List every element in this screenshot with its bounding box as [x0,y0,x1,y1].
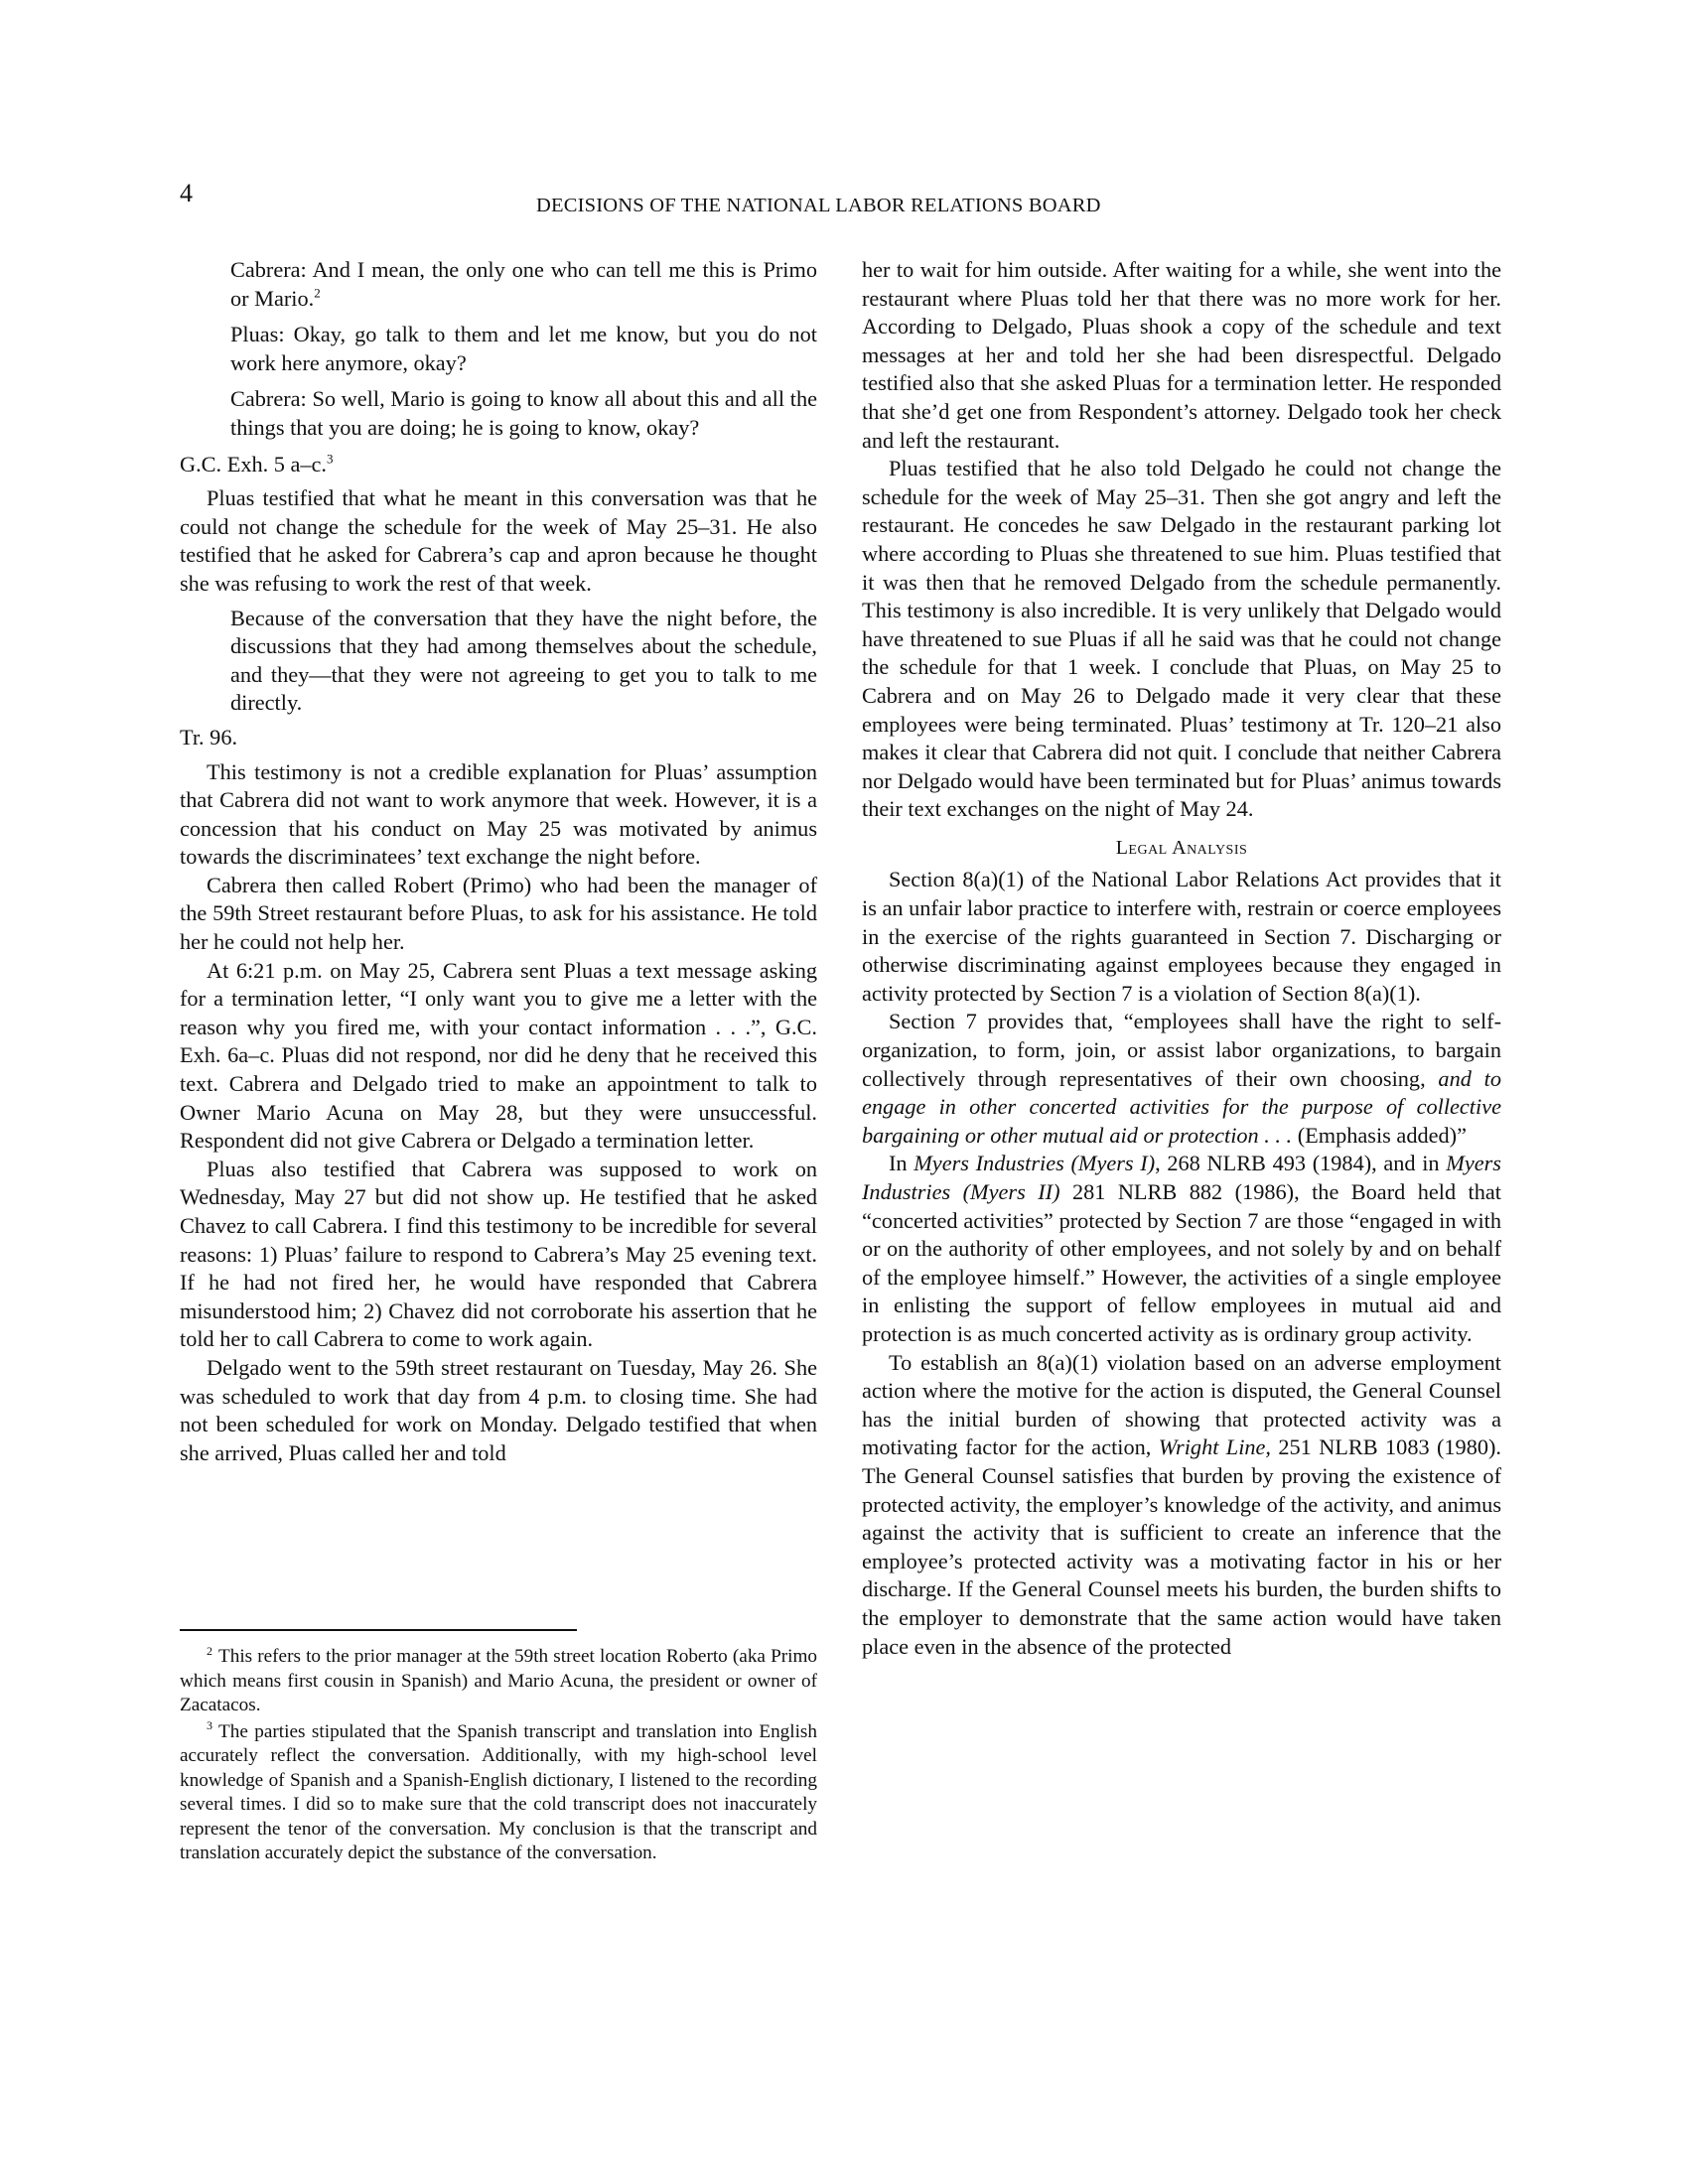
footnote-text: The parties stipulated that the Spanish transcript and translation into English accurately reflect the conversation. Additionally, with my high-school level knowledge of Spanish and a Spanish-English dictionary, I listened to the recording several times. I did so to make sure that the cold transcript does not inaccurately represent the tenor of the conversation. My conclusion is that the transcript and translation accurately depict the substance of the conversation. [180,1720,817,1863]
page-number: 4 [180,179,193,207]
footnote-ref[interactable]: 2 [314,285,321,301]
body-paragraph: Pluas testified that he also told Delgado he could not change the schedule for the week of May 25–31. Then she got angry and left the restaurant. He concedes he saw Delgado in the restaurant parking lot where according to Pluas she threatened to sue him. Pluas testified that it was then that he removed Delgado from the schedule permanently. This testimony is also incredible. It is very unlikely that Delgado would have threatened to sue Pluas if all he said was that he could not change the schedule for that 1 week. I conclude that Pluas, on May 25 to Cabrera and on May 26 to Delgado made it very clear that these employees were being terminated. Pluas’ testimony at Tr. 120–21 also makes it clear that Cabrera did not quit. I conclude that neither Cabrera nor Delgado would have been terminated but for Pluas’ animus towards their text exchanges on the night of May 24. [862,456,1501,822]
body-paragraph [862,1150,1501,1348]
case-name: Myers Industries (Myers I) [914,1151,1156,1176]
body-paragraph: Section 8(a)(1) of the National Labor Relations Act provides that it is an unfair labor practice to interfere with, restrain or coerce employees in the exercise of the rights guaranteed in Section 7. Discharging or otherwise discriminating against employees because they engaged in activity protected by Section 7 is a violation of Section 8(a)(1). [862,867,1501,1006]
footnote-ref[interactable]: 3 [327,451,334,467]
footnote-number: 3 [207,1718,212,1733]
paragraph-text: 251 NLRB 1083 (1980). The General Counsel satisfies that burden by proving the existence of protected activity, the employer’s knowledge of the activity, and animus against the activity that is sufficient to create an inference that the employee’s protected activity was a motivating factor in his or her discharge. If the General Counsel meets his burden, the burden shifts to the employer to demonstrate that the same action would have taken place even in the absence of the protected [862,1434,1501,1659]
left-column [180,256,817,1467]
case-name: Myers Industries (Myers II) [862,1151,1501,1204]
body-paragraph: At 6:21 p.m. on May 25, Cabrera sent Pluas a text message asking for a termination letter, “I only want you to give me a letter with the reason why you fired me, with your contact information . . .”, G.C. Exh. 6a–c. Pluas did not respond, nor did he deny that he received this text. Cabrera and Delgado tried to make an appointment to talk to Owner Mario Acuna on May 28, but they were unsuccessful. Respondent did not give Cabrera or Delgado a termination letter. [180,957,817,1154]
footnote [180,1720,817,1866]
paragraph-text: In [889,1151,914,1176]
section-heading: Legal Analysis [1115,836,1248,859]
citation-text: G.C. Exh. 5 a–c. [180,451,327,477]
paragraph-text: Section 7 provides that, “employees shall have the right to self-organization, to form, join, or assist labor organizations, to bargain collectively through representatives of their own choosing, [862,1009,1501,1091]
body-paragraph [862,1008,1501,1150]
body-paragraph: Delgado went to the 59th street restaurant on Tuesday, May 26. She was scheduled to work that day from 4 p.m. to closing time. She had not been scheduled for work on Monday. Delgado testified that when she arrived, Pluas called her and told [180,1354,817,1465]
footnote [180,1645,817,1718]
case-name: Wright Line, [1158,1434,1272,1460]
paragraph-text: 281 NLRB 882 (1986), the Board held that “concerted activities” protected by Section 7 are those “engaged in with or on the authority of other employees, and not solely by and on behalf of the employee himself.” However, the activities of a single employee in enlisting the support of fellow employees in mutual aid and protection is as much concerted activity as is ordinary group activity. [862,1179,1501,1346]
citation: Tr. 96. [180,724,238,750]
body-paragraph: Pluas also testified that Cabrera was supposed to work on Wednesday, May 27 but did not show up. He testified that he asked Chavez to call Cabrera. I find this testimony to be incredible for several reasons: 1) Pluas’ failure to respond to Cabrera’s May 25 evening text. If he had not fired her, he would have responded that Cabrera misunderstood him; 2) Chavez did not corroborate his assertion that he told her to call Cabrera to come to work again. [180,1156,817,1352]
citation [180,451,817,479]
running-head: DECISIONS OF THE NATIONAL LABOR RELATIONS BOARD [536,195,1101,216]
body-paragraph: Pluas testified that what he meant in this conversation was that he could not change the schedule for the week of May 25–31. He also testified that he asked for Cabrera’s cap and apron because he thought she was refusing to work the rest of that week. [180,485,817,596]
transcript-quote: Pluas: Okay, go talk to them and let me know, but you do not work here anymore, okay? [230,322,817,375]
emphasized-text: and to engage in other concerted activities for the purpose of collective bargaining or other mutual aid or protection . . . [862,1065,1501,1148]
footnote-text: This refers to the prior manager at the 59th street location Roberto (aka Primo which means first cousin in Spanish) and Mario Acuna, the president or owner of Zacatacos. [180,1646,817,1715]
right-column [862,256,1501,1661]
body-paragraph: Cabrera then called Robert (Primo) who had been the manager of the 59th Street restaurant before Pluas, to ask for his assistance. He told her he could not help her. [180,872,817,955]
footnotes [180,1645,817,1868]
paragraph-text: To establish an 8(a)(1) violation based on an adverse employment action where the motive for the action is disputed, the General Counsel has the initial burden of showing that protected activity was a motivating factor for the action, [862,1349,1501,1460]
quote-text: Cabrera: And I mean, the only one who can tell me this is Primo or Mario. [230,257,817,311]
transcript-quote [230,256,817,313]
paragraph-text: , 268 NLRB 493 (1984), and in [1155,1151,1447,1176]
block-quote: Because of the conversation that they have the night before, the discussions that they had among themselves about the schedule, and they—that they were not agreeing to get you to talk to me directly. [230,605,817,716]
footnote-divider [180,1629,577,1631]
body-paragraph [862,1349,1501,1662]
footnote-number: 2 [207,1643,212,1658]
paragraph-text: (Emphasis added)” [1292,1122,1467,1148]
body-paragraph: This testimony is not a credible explanation for Pluas’ assumption that Cabrera did not want to work anymore that week. However, it is a concession that his conduct on May 25 was motivated by animus towards the discriminatees’ text exchange the night before. [180,758,817,870]
transcript-quote: Cabrera: So well, Mario is going to know all about this and all the things that you are doing; he is going to know, okay? [230,386,817,440]
body-paragraph: her to wait for him outside. After waiting for a while, she went into the restaurant where Pluas told her that there was no more work for her. According to Delgado, Pluas shook a copy of the schedule and text messages at her and told her she had been disrespectful. Delgado testified also that she asked Pluas for a termination letter. He responded that she’d get one from Respondent’s attorney. Delgado took her check and left the restaurant. [862,257,1501,453]
